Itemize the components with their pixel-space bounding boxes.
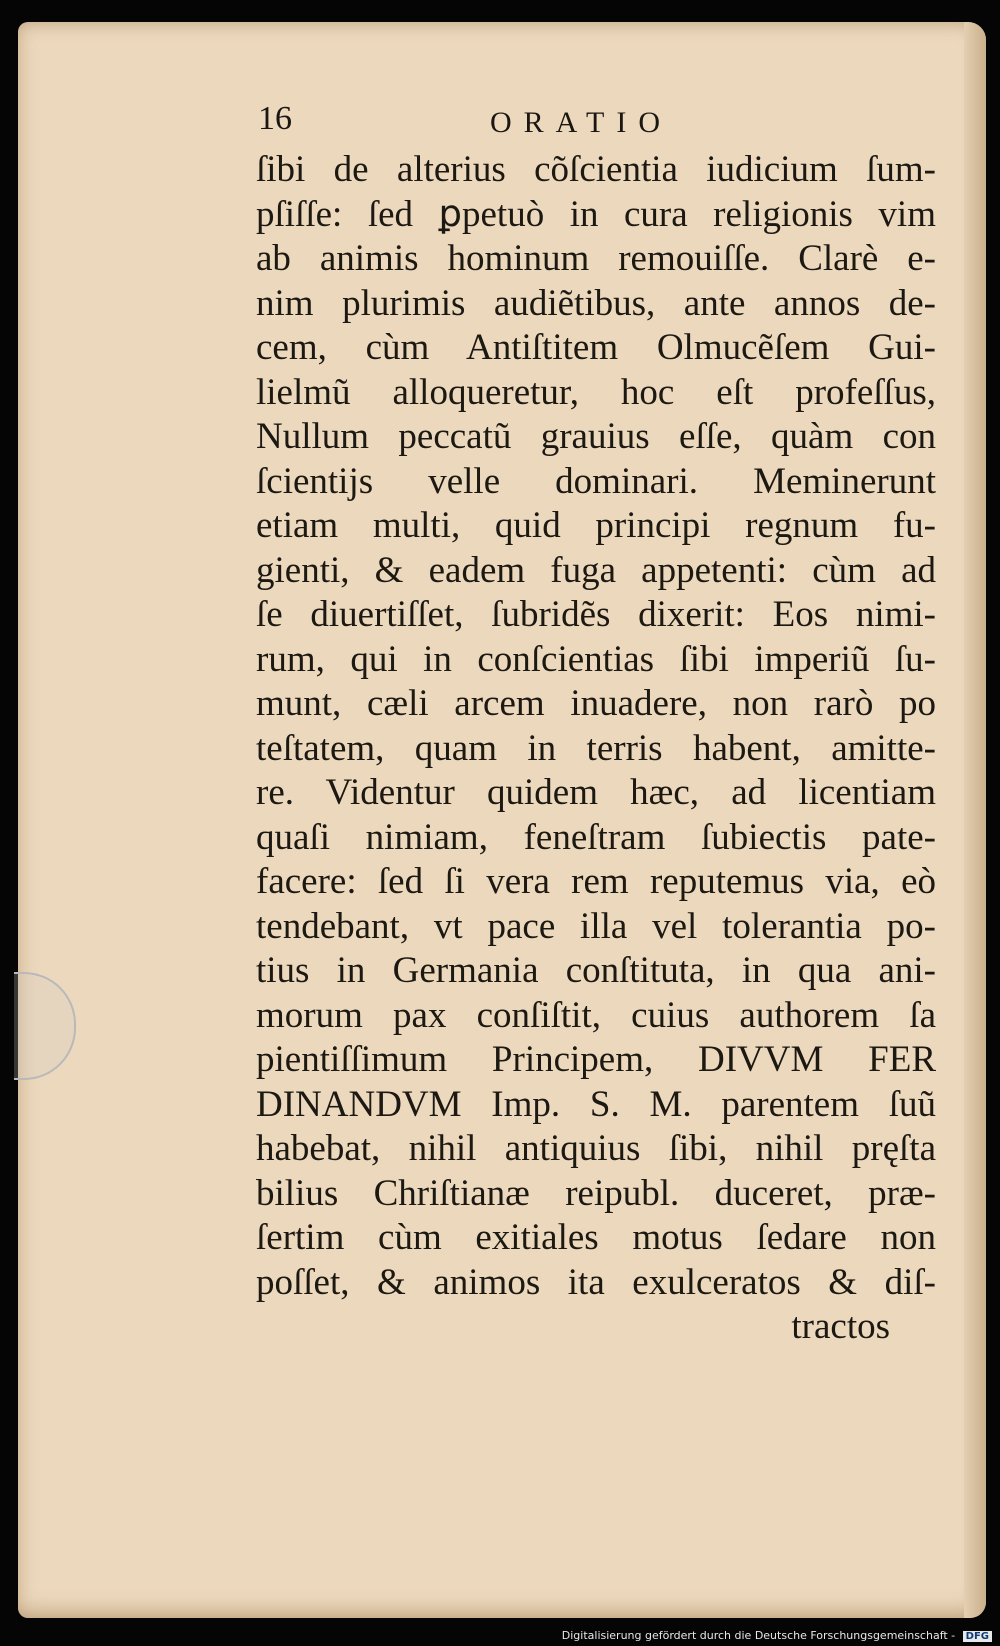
text-line: gienti, & eadem fuga appetenti: cùm ad (256, 549, 936, 591)
text-line: tius in Germania conſtituta, in qua ani- (256, 950, 936, 991)
digitization-footer (562, 1629, 992, 1642)
text-line: bilius Chriſtianæ reipubl. duceret, præ- (256, 1172, 936, 1214)
text-line: ſibi de alterius cõſcientia iudicium ſum- (256, 149, 936, 190)
text-line: ſe diuertiſſet, ſubridẽs dixerit: Eos nimi- (256, 594, 936, 635)
text-line: tendebant, vt pace illa vel tolerantia po- (256, 905, 936, 947)
dfg-logo: DFG (963, 1631, 992, 1642)
text-line: quaſi nimiam, feneſtram ſubiectis pate- (256, 816, 936, 858)
text-line: etiam multi, quid principi regnum fu- (256, 505, 936, 546)
text-line: poſſet, & animos ita exulceratos & diſ- (256, 1261, 936, 1303)
clip-tab (14, 972, 76, 1080)
text-line: cem, cùm Antiſtitem Olmucẽſem Gui- (256, 327, 936, 368)
page-edge (964, 22, 986, 1618)
page-header (258, 100, 698, 142)
body-text (256, 148, 936, 1350)
text-line: nim plurimis audiẽtibus, ante annos de- (256, 282, 936, 324)
text-line: munt, cæli arcem inuadere, non rarò po (256, 683, 936, 724)
text-line: pſiſſe: ſed ꝑpetuò in cura religionis vim (256, 193, 936, 235)
text-line: morum pax conſiſtit, cuius authorem ſa (256, 994, 936, 1036)
text-line: ab animis hominum remouiſſe. Clarè e- (256, 238, 936, 279)
text-line: facere: ſed ſi vera rem reputemus via, eò (256, 861, 936, 902)
text-line: tractos (791, 1306, 890, 1347)
text-line: ſcientijs velle dominari. Meminerunt (256, 460, 936, 502)
text-line: ſertim cùm exitiales motus ſedare non (256, 1217, 936, 1258)
page-number: 16 (258, 100, 292, 137)
running-title: ORATIO (490, 106, 672, 139)
text-line: habebat, nihil antiquius ſibi, nihil pręſta (256, 1128, 936, 1169)
text-line: teſtatem, quam in terris habent, amitte- (256, 727, 936, 769)
text-line: re. Videntur quidem hæc, ad licentiam (256, 772, 936, 813)
text-line: DINANDVM Imp. S. M. parentem ſuũ (256, 1083, 936, 1125)
text-line: rum, qui in conſcientias ſibi imperiũ ſu- (256, 638, 936, 680)
text-line: lielmũ alloqueretur, hoc eſt profeſſus, (256, 371, 936, 413)
text-line: pientiſſimum Principem, DIVVM FER (256, 1039, 936, 1080)
footer-credit: Digitalisierung gefördert durch die Deutsche Forschungsgemeinschaft - (561, 1629, 956, 1642)
text-line: Nullum peccatũ grauius eſſe, quàm con (256, 416, 936, 457)
